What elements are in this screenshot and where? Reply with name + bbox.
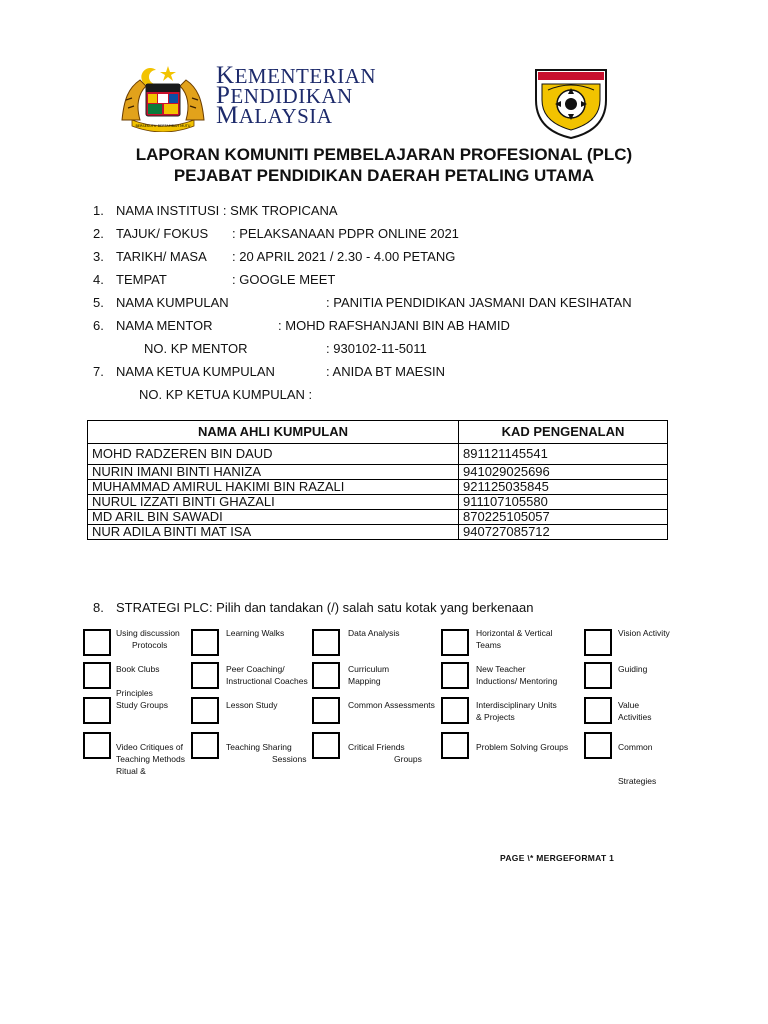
table-row <box>88 495 668 510</box>
strategy-checkbox[interactable] <box>312 629 340 656</box>
column-header: NAMA AHLI KUMPULAN <box>88 421 459 444</box>
strategy-checkbox[interactable] <box>83 697 111 724</box>
institution-value: SMK TROPICANA <box>230 203 338 218</box>
strategy-checkbox[interactable] <box>83 662 111 689</box>
topic-label: TAJUK/ FOKUS <box>116 226 209 241</box>
strategy-checkbox[interactable] <box>191 697 219 724</box>
strategy-option-label: Peer Coaching/ Instructional Coaches <box>226 664 308 686</box>
item-number: 6. <box>93 318 104 333</box>
group-name-value: : PANITIA PENDIDIKAN JASMANI DAN KESIHATAN <box>326 295 632 310</box>
strategy-option-label: Common Assessments <box>348 700 435 710</box>
ministry-crest-logo <box>118 60 208 132</box>
strategy-heading: STRATEGI PLC: Pilih dan tandakan (/) salah satu kotak yang berkenaan <box>116 600 534 615</box>
member-id-cell: 941029025696 <box>459 465 668 480</box>
group-leader-label: NAMA KETUA KUMPULAN <box>116 364 275 379</box>
item-number: 3. <box>93 249 104 264</box>
strategy-checkbox[interactable] <box>441 732 469 759</box>
page-footer: PAGE \* MERGEFORMAT 1 <box>500 853 615 863</box>
svg-text:BERSEKUTU BERTAMBAH MUTU: BERSEKUTU BERTAMBAH MUTU <box>135 124 191 128</box>
strategy-option-label: Problem Solving Groups <box>476 742 569 752</box>
strategy-checkbox[interactable] <box>312 662 340 689</box>
venue-label: TEMPAT <box>116 272 167 287</box>
table-row <box>88 525 668 540</box>
date-time-value: : 20 APRIL 2021 / 2.30 - 4.00 PETANG <box>232 249 456 264</box>
strategy-option-label: Guiding <box>618 664 648 674</box>
district-office-logo <box>528 60 614 140</box>
member-name-cell: MUHAMMAD AMIRUL HAKIMI BIN RAZALI <box>88 480 459 495</box>
strategy-option-label: Strategies <box>618 776 657 786</box>
member-name-cell: MD ARIL BIN SAWADI <box>88 510 459 525</box>
strategy-option-label: Vision Activity <box>618 628 670 638</box>
strategy-checkbox[interactable] <box>584 662 612 689</box>
strategy-option-label: Interdisciplinary Units & Projects <box>476 700 557 722</box>
strategy-option-label: Lesson Study <box>226 700 278 710</box>
strategy-option-label: Principles Study Groups <box>116 688 168 710</box>
strategy-checkbox[interactable] <box>584 732 612 759</box>
strategy-checkbox[interactable] <box>83 629 111 656</box>
member-id-cell: 870225105057 <box>459 510 668 525</box>
strategy-option-label: New Teacher Inductions/ Mentoring <box>476 664 558 686</box>
group-name-label: NAMA KUMPULAN <box>116 295 229 310</box>
member-id-cell: 940727085712 <box>459 525 668 540</box>
strategy-checkbox[interactable] <box>584 629 612 656</box>
member-name-cell: NURIN IMANI BINTI HANIZA <box>88 465 459 480</box>
table-row <box>88 465 668 480</box>
item-number: 5. <box>93 295 104 310</box>
strategy-option-label: Learning Walks <box>226 628 285 638</box>
members-table <box>87 420 668 540</box>
strategy-checkbox[interactable] <box>441 697 469 724</box>
table-header-row <box>88 421 668 444</box>
member-id-cell: 911107105580 <box>459 495 668 510</box>
strategy-checkbox[interactable] <box>441 629 469 656</box>
member-name-cell: NURUL IZZATI BINTI GHAZALI <box>88 495 459 510</box>
topic-value: : PELAKSANAAN PDPR ONLINE 2021 <box>232 226 459 241</box>
strategy-option-label: Video Critiques of Teaching Methods Ritual & <box>116 742 185 776</box>
strategy-option-label: Using discussion Protocols <box>116 628 180 650</box>
date-time-label: TARIKH/ MASA <box>116 249 207 264</box>
institution-label: NAMA INSTITUSI : SMK TROPICANA <box>116 203 338 218</box>
strategy-option-label: Teaching Sharing Sessions <box>226 742 307 764</box>
strategy-checkbox[interactable] <box>191 629 219 656</box>
column-header: KAD PENGENALAN <box>459 421 668 444</box>
member-name-cell: NUR ADILA BINTI MAT ISA <box>88 525 459 540</box>
strategy-option-label: Curriculum Mapping <box>348 664 390 686</box>
ministry-name: KEMENTERIAN PENDIDIKAN MALAYSIA <box>216 62 377 129</box>
member-name-cell: MOHD RADZEREN BIN DAUD <box>88 444 459 465</box>
report-title: LAPORAN KOMUNITI PEMBELAJARAN PROFESIONAL (PLC) <box>135 145 633 164</box>
mentor-name-value: : MOHD RAFSHANJANI BIN AB HAMID <box>278 318 510 333</box>
strategy-option-label: Horizontal & Vertical Teams <box>476 628 553 650</box>
strategy-option-label: Common <box>618 742 653 752</box>
mentor-id-label: NO. KP MENTOR <box>144 341 248 356</box>
group-leader-value: : ANIDA BT MAESIN <box>326 364 445 379</box>
item-number: 2. <box>93 226 104 241</box>
member-id-cell: 891121145541 <box>459 444 668 465</box>
table-row <box>88 444 668 465</box>
strategy-checkbox[interactable] <box>191 662 219 689</box>
venue-value: : GOOGLE MEET <box>232 272 336 287</box>
strategy-checkbox[interactable] <box>191 732 219 759</box>
item-number: 4. <box>93 272 104 287</box>
report-subtitle: PEJABAT PENDIDIKAN DAERAH PETALING UTAMA <box>173 166 595 185</box>
strategy-checkbox[interactable] <box>584 697 612 724</box>
item-number: 8. <box>93 600 104 615</box>
strategy-checkbox[interactable] <box>312 732 340 759</box>
strategy-checkbox[interactable] <box>441 662 469 689</box>
item-number: 7. <box>93 364 104 379</box>
mentor-id-value: : 930102-11-5011 <box>326 341 427 356</box>
strategy-option-label: Critical Friends Groups <box>348 742 422 764</box>
member-id-cell: 921125035845 <box>459 480 668 495</box>
strategy-checkbox[interactable] <box>83 732 111 759</box>
strategy-option-label: Value Activities <box>618 700 652 722</box>
group-leader-id-label: NO. KP KETUA KUMPULAN : <box>139 387 313 402</box>
table-row <box>88 510 668 525</box>
item-number: 1. <box>93 203 104 218</box>
strategy-checkbox[interactable] <box>312 697 340 724</box>
strategy-option-label: Book Clubs <box>116 664 160 674</box>
mentor-name-label: NAMA MENTOR <box>116 318 213 333</box>
table-row <box>88 480 668 495</box>
strategy-option-label: Data Analysis <box>348 628 400 638</box>
